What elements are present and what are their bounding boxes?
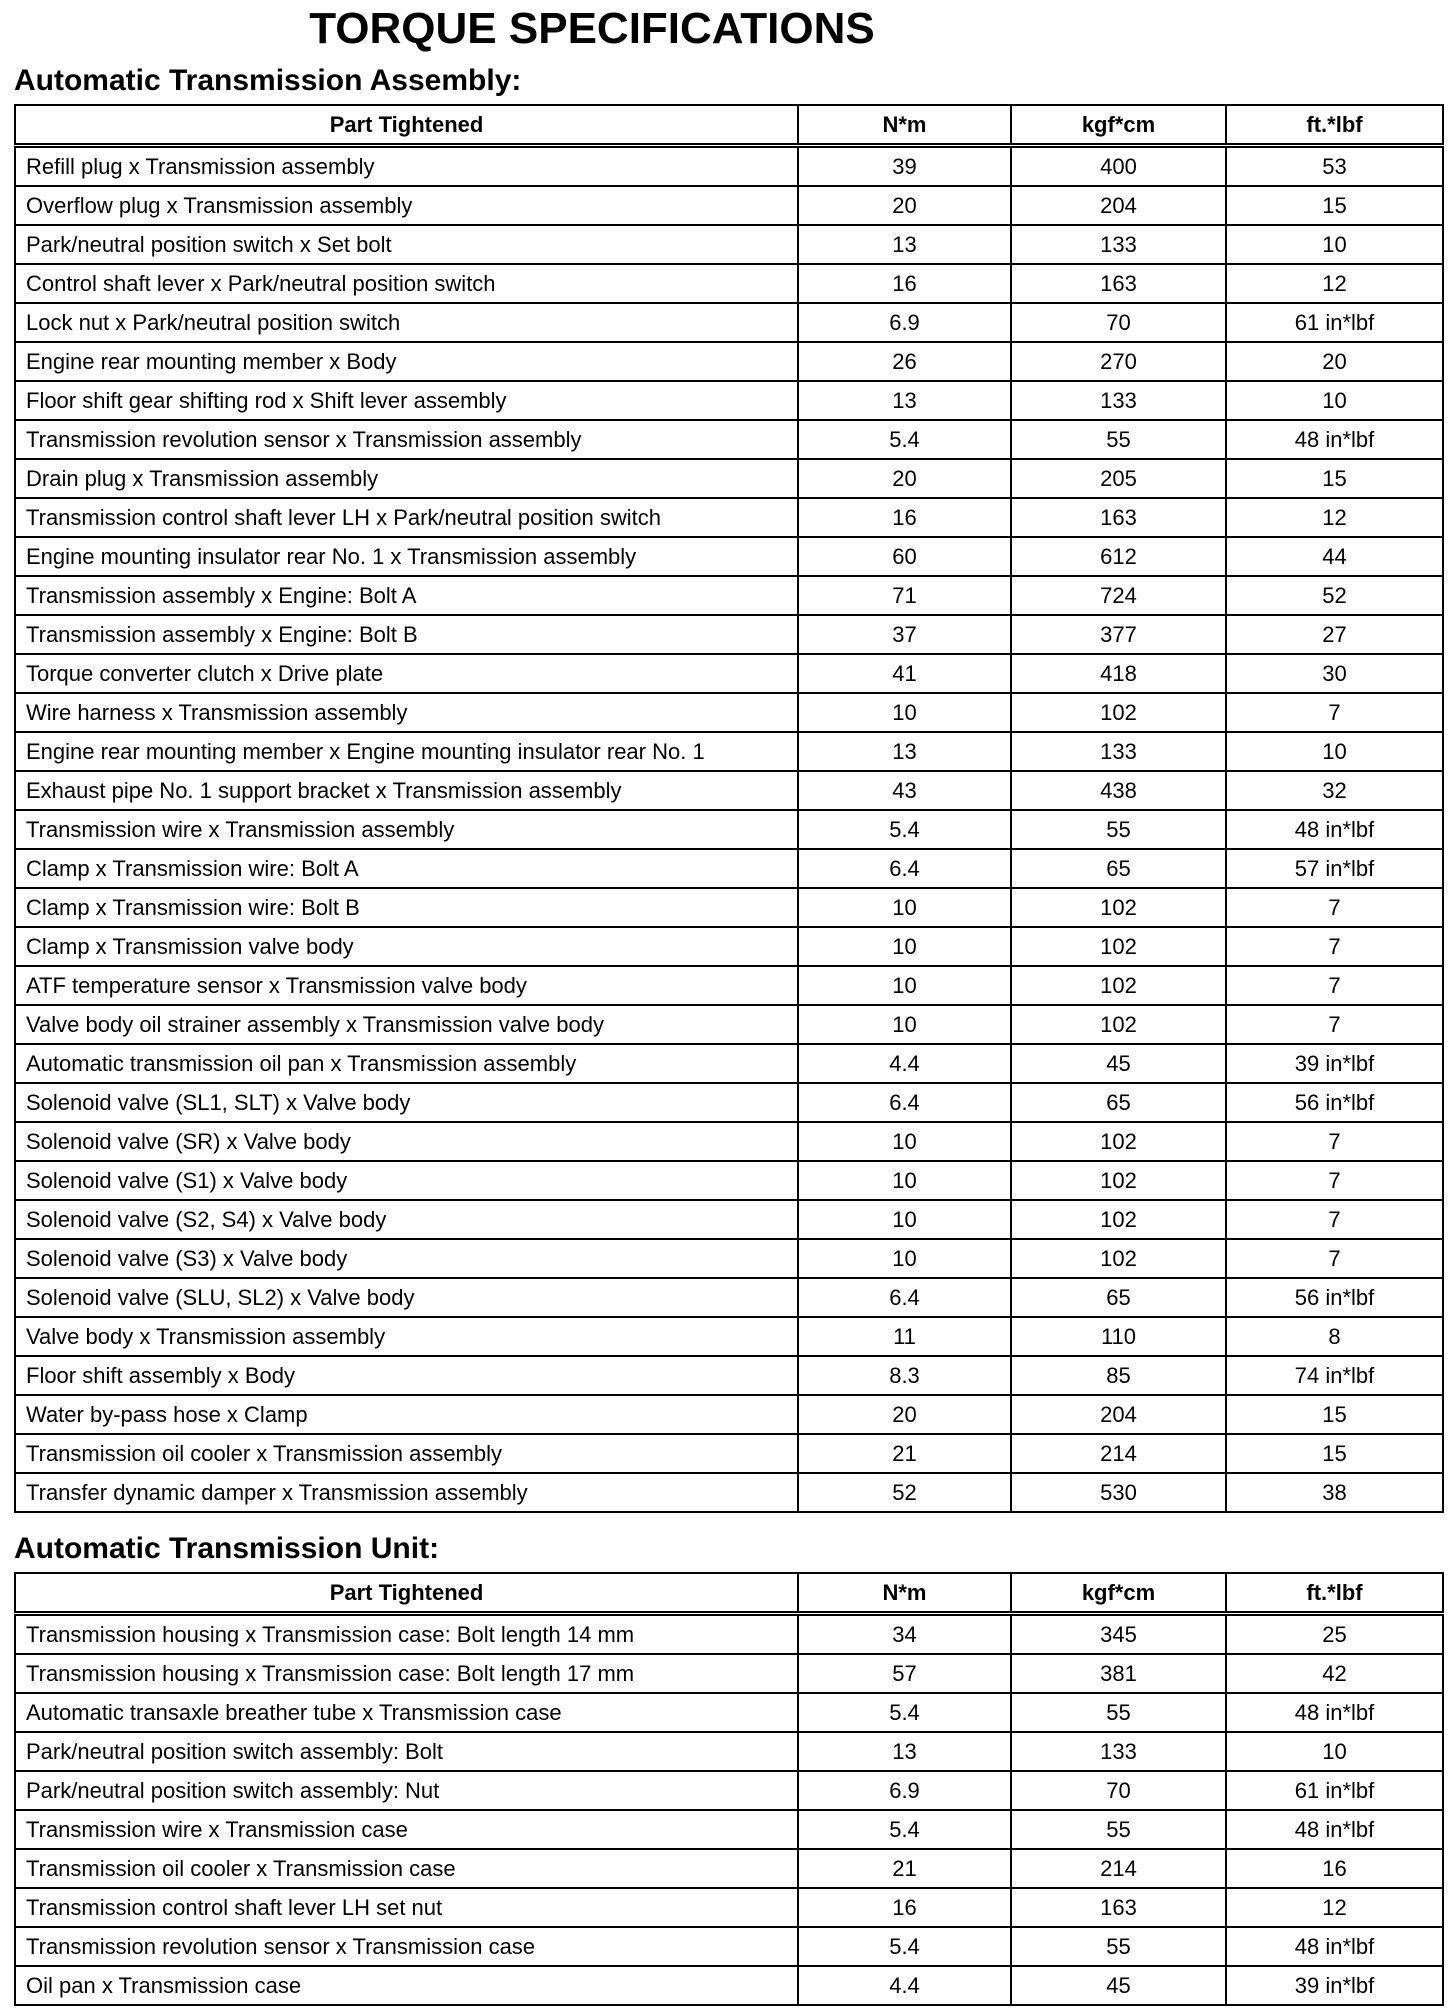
cell-ftlbf: 7: [1226, 1161, 1443, 1200]
table-row: [15, 1239, 1443, 1278]
cell-kgfcm: 133: [1011, 732, 1226, 771]
cell-kgfcm: 133: [1011, 225, 1226, 264]
cell-kgfcm: 102: [1011, 1122, 1226, 1161]
cell-kgfcm: 70: [1011, 303, 1226, 342]
cell-ftlbf: 12: [1226, 264, 1443, 303]
table-row: [15, 303, 1443, 342]
cell-kgfcm: 163: [1011, 1888, 1226, 1927]
cell-nm: 57: [798, 1654, 1011, 1693]
cell-part: Wire harness x Transmission assembly: [15, 693, 798, 732]
cell-kgfcm: 102: [1011, 927, 1226, 966]
cell-part: Transmission wire x Transmission case: [15, 1810, 798, 1849]
table-row: [15, 1473, 1443, 1512]
cell-ftlbf: 15: [1226, 186, 1443, 225]
cell-ftlbf: 32: [1226, 771, 1443, 810]
cell-nm: 20: [798, 1395, 1011, 1434]
table-row: [15, 654, 1443, 693]
cell-part: Transmission revolution sensor x Transmission assembly: [15, 420, 798, 459]
table-row: [15, 1888, 1443, 1927]
cell-part: Oil pan x Transmission case: [15, 1966, 798, 2005]
cell-ftlbf: 56 in*lbf: [1226, 1278, 1443, 1317]
table-row: [15, 381, 1443, 420]
table-row: [15, 810, 1443, 849]
cell-nm: 13: [798, 225, 1011, 264]
cell-nm: 37: [798, 615, 1011, 654]
cell-ftlbf: 20: [1226, 342, 1443, 381]
cell-ftlbf: 15: [1226, 459, 1443, 498]
column-header-nm: N*m: [798, 105, 1011, 146]
cell-part: Clamp x Transmission wire: Bolt A: [15, 849, 798, 888]
cell-part: Solenoid valve (SR) x Valve body: [15, 1122, 798, 1161]
page-title: TORQUE SPECIFICATIONS: [309, 4, 875, 53]
cell-kgfcm: 55: [1011, 810, 1226, 849]
table-row: [15, 342, 1443, 381]
cell-kgfcm: 381: [1011, 1654, 1226, 1693]
cell-ftlbf: 57 in*lbf: [1226, 849, 1443, 888]
cell-nm: 10: [798, 1005, 1011, 1044]
table-row: [15, 498, 1443, 537]
cell-ftlbf: 7: [1226, 1122, 1443, 1161]
cell-part: Transmission wire x Transmission assembly: [15, 810, 798, 849]
table-row: [15, 1278, 1443, 1317]
cell-part: Transmission control shaft lever LH set nut: [15, 1888, 798, 1927]
cell-kgfcm: 65: [1011, 1083, 1226, 1122]
cell-kgfcm: 65: [1011, 1278, 1226, 1317]
cell-nm: 6.4: [798, 1083, 1011, 1122]
cell-nm: 6.4: [798, 1278, 1011, 1317]
table-row: [15, 1395, 1443, 1434]
cell-nm: 10: [798, 888, 1011, 927]
cell-kgfcm: 400: [1011, 146, 1226, 187]
cell-ftlbf: 27: [1226, 615, 1443, 654]
table-row: [15, 459, 1443, 498]
cell-part: Clamp x Transmission valve body: [15, 927, 798, 966]
table-row: [15, 1044, 1443, 1083]
cell-nm: 16: [798, 498, 1011, 537]
cell-kgfcm: 377: [1011, 615, 1226, 654]
cell-nm: 20: [798, 459, 1011, 498]
cell-ftlbf: 53: [1226, 146, 1443, 187]
cell-nm: 13: [798, 732, 1011, 771]
cell-part: Park/neutral position switch assembly: Nut: [15, 1771, 798, 1810]
cell-ftlbf: 52: [1226, 576, 1443, 615]
cell-ftlbf: 30: [1226, 654, 1443, 693]
cell-nm: 52: [798, 1473, 1011, 1512]
cell-kgfcm: 530: [1011, 1473, 1226, 1512]
table-row: [15, 1927, 1443, 1966]
cell-nm: 41: [798, 654, 1011, 693]
cell-nm: 6.9: [798, 1771, 1011, 1810]
cell-nm: 4.4: [798, 1044, 1011, 1083]
cell-ftlbf: 39 in*lbf: [1226, 1044, 1443, 1083]
cell-nm: 71: [798, 576, 1011, 615]
cell-ftlbf: 39 in*lbf: [1226, 1966, 1443, 2005]
cell-nm: 13: [798, 1732, 1011, 1771]
cell-kgfcm: 70: [1011, 1771, 1226, 1810]
cell-part: Transmission housing x Transmission case: Bolt length 14 mm: [15, 1614, 798, 1655]
cell-part: Exhaust pipe No. 1 support bracket x Transmission assembly: [15, 771, 798, 810]
cell-nm: 5.4: [798, 420, 1011, 459]
cell-nm: 20: [798, 186, 1011, 225]
table-row: [15, 1966, 1443, 2005]
cell-ftlbf: 10: [1226, 732, 1443, 771]
cell-part: Engine mounting insulator rear No. 1 x Transmission assembly: [15, 537, 798, 576]
cell-part: Automatic transaxle breather tube x Transmission case: [15, 1693, 798, 1732]
cell-kgfcm: 65: [1011, 849, 1226, 888]
table-row: [15, 1161, 1443, 1200]
cell-part: Transmission revolution sensor x Transmission case: [15, 1927, 798, 1966]
cell-part: Transmission assembly x Engine: Bolt B: [15, 615, 798, 654]
column-header-kgfcm: kgf*cm: [1011, 1573, 1226, 1614]
cell-nm: 39: [798, 146, 1011, 187]
column-header-part: Part Tightened: [15, 105, 798, 146]
table-row: [15, 888, 1443, 927]
table-row: [15, 693, 1443, 732]
cell-part: Water by-pass hose x Clamp: [15, 1395, 798, 1434]
cell-part: Transmission control shaft lever LH x Park/neutral position switch: [15, 498, 798, 537]
table-row: [15, 146, 1443, 187]
cell-ftlbf: 7: [1226, 1200, 1443, 1239]
cell-part: Park/neutral position switch x Set bolt: [15, 225, 798, 264]
cell-ftlbf: 56 in*lbf: [1226, 1083, 1443, 1122]
cell-nm: 5.4: [798, 810, 1011, 849]
cell-part: Lock nut x Park/neutral position switch: [15, 303, 798, 342]
table-row: [15, 537, 1443, 576]
cell-ftlbf: 48 in*lbf: [1226, 1810, 1443, 1849]
cell-part: Floor shift gear shifting rod x Shift lever assembly: [15, 381, 798, 420]
cell-ftlbf: 44: [1226, 537, 1443, 576]
cell-nm: 10: [798, 1161, 1011, 1200]
table-row: [15, 615, 1443, 654]
cell-part: Transmission housing x Transmission case: Bolt length 17 mm: [15, 1654, 798, 1693]
cell-kgfcm: 45: [1011, 1966, 1226, 2005]
cell-ftlbf: 7: [1226, 693, 1443, 732]
table-row: [15, 1083, 1443, 1122]
table-row: [15, 1614, 1443, 1655]
table-header-row: [15, 1573, 1443, 1614]
cell-part: Transmission oil cooler x Transmission assembly: [15, 1434, 798, 1473]
cell-ftlbf: 8: [1226, 1317, 1443, 1356]
cell-kgfcm: 55: [1011, 1810, 1226, 1849]
cell-kgfcm: 612: [1011, 537, 1226, 576]
cell-ftlbf: 7: [1226, 927, 1443, 966]
cell-ftlbf: 42: [1226, 1654, 1443, 1693]
table-row: [15, 927, 1443, 966]
table-row: [15, 1356, 1443, 1395]
table-row: [15, 966, 1443, 1005]
cell-kgfcm: 133: [1011, 381, 1226, 420]
cell-ftlbf: 48 in*lbf: [1226, 1927, 1443, 1966]
cell-nm: 6.4: [798, 849, 1011, 888]
table-row: [15, 771, 1443, 810]
cell-nm: 5.4: [798, 1810, 1011, 1849]
table-row: [15, 225, 1443, 264]
cell-kgfcm: 214: [1011, 1434, 1226, 1473]
cell-nm: 10: [798, 927, 1011, 966]
cell-kgfcm: 55: [1011, 420, 1226, 459]
cell-ftlbf: 38: [1226, 1473, 1443, 1512]
table-row: [15, 1434, 1443, 1473]
cell-part: Refill plug x Transmission assembly: [15, 146, 798, 187]
cell-nm: 6.9: [798, 303, 1011, 342]
cell-part: Solenoid valve (S2, S4) x Valve body: [15, 1200, 798, 1239]
cell-ftlbf: 10: [1226, 225, 1443, 264]
cell-part: Automatic transmission oil pan x Transmission assembly: [15, 1044, 798, 1083]
table-row: [15, 1771, 1443, 1810]
cell-part: Solenoid valve (SL1, SLT) x Valve body: [15, 1083, 798, 1122]
cell-part: Torque converter clutch x Drive plate: [15, 654, 798, 693]
table-row: [15, 420, 1443, 459]
cell-part: ATF temperature sensor x Transmission valve body: [15, 966, 798, 1005]
cell-nm: 16: [798, 1888, 1011, 1927]
cell-kgfcm: 55: [1011, 1927, 1226, 1966]
cell-ftlbf: 12: [1226, 1888, 1443, 1927]
cell-part: Engine rear mounting member x Body: [15, 342, 798, 381]
torque-table-unit: [14, 1572, 1444, 2006]
cell-ftlbf: 7: [1226, 1005, 1443, 1044]
cell-nm: 21: [798, 1434, 1011, 1473]
cell-kgfcm: 418: [1011, 654, 1226, 693]
cell-part: Solenoid valve (SLU, SL2) x Valve body: [15, 1278, 798, 1317]
cell-part: Floor shift assembly x Body: [15, 1356, 798, 1395]
cell-ftlbf: 10: [1226, 381, 1443, 420]
table-row: [15, 1122, 1443, 1161]
table-header-row: [15, 105, 1443, 146]
table-body: [15, 146, 1443, 1513]
cell-kgfcm: 102: [1011, 966, 1226, 1005]
cell-kgfcm: 102: [1011, 1239, 1226, 1278]
cell-kgfcm: 102: [1011, 1200, 1226, 1239]
table-row: [15, 186, 1443, 225]
cell-ftlbf: 25: [1226, 1614, 1443, 1655]
cell-ftlbf: 12: [1226, 498, 1443, 537]
cell-nm: 26: [798, 342, 1011, 381]
cell-ftlbf: 48 in*lbf: [1226, 810, 1443, 849]
cell-part: Valve body oil strainer assembly x Transmission valve body: [15, 1005, 798, 1044]
table-row: [15, 1849, 1443, 1888]
column-header-part: Part Tightened: [15, 1573, 798, 1614]
table-row: [15, 1732, 1443, 1771]
cell-kgfcm: 163: [1011, 498, 1226, 537]
table-row: [15, 1810, 1443, 1849]
cell-kgfcm: 205: [1011, 459, 1226, 498]
cell-kgfcm: 102: [1011, 693, 1226, 732]
cell-kgfcm: 85: [1011, 1356, 1226, 1395]
section-title-unit: Automatic Transmission Unit:: [14, 1532, 440, 1565]
cell-kgfcm: 102: [1011, 1161, 1226, 1200]
cell-ftlbf: 48 in*lbf: [1226, 420, 1443, 459]
cell-nm: 11: [798, 1317, 1011, 1356]
cell-nm: 10: [798, 1200, 1011, 1239]
cell-ftlbf: 48 in*lbf: [1226, 1693, 1443, 1732]
cell-kgfcm: 45: [1011, 1044, 1226, 1083]
column-header-ftlbf: ft.*lbf: [1226, 1573, 1443, 1614]
cell-ftlbf: 7: [1226, 966, 1443, 1005]
table-row: [15, 849, 1443, 888]
table-row: [15, 1005, 1443, 1044]
cell-kgfcm: 102: [1011, 888, 1226, 927]
cell-nm: 60: [798, 537, 1011, 576]
table-row: [15, 1654, 1443, 1693]
table-row: [15, 576, 1443, 615]
cell-ftlbf: 7: [1226, 1239, 1443, 1278]
cell-part: Drain plug x Transmission assembly: [15, 459, 798, 498]
cell-part: Park/neutral position switch assembly: Bolt: [15, 1732, 798, 1771]
cell-part: Solenoid valve (S1) x Valve body: [15, 1161, 798, 1200]
column-header-kgfcm: kgf*cm: [1011, 105, 1226, 146]
table-row: [15, 264, 1443, 303]
cell-ftlbf: 7: [1226, 888, 1443, 927]
cell-kgfcm: 110: [1011, 1317, 1226, 1356]
cell-kgfcm: 724: [1011, 576, 1226, 615]
cell-kgfcm: 438: [1011, 771, 1226, 810]
cell-nm: 13: [798, 381, 1011, 420]
cell-kgfcm: 102: [1011, 1005, 1226, 1044]
cell-nm: 4.4: [798, 1966, 1011, 2005]
cell-ftlbf: 15: [1226, 1395, 1443, 1434]
cell-ftlbf: 61 in*lbf: [1226, 1771, 1443, 1810]
cell-nm: 16: [798, 264, 1011, 303]
cell-part: Solenoid valve (S3) x Valve body: [15, 1239, 798, 1278]
cell-kgfcm: 204: [1011, 1395, 1226, 1434]
cell-nm: 21: [798, 1849, 1011, 1888]
cell-part: Control shaft lever x Park/neutral position switch: [15, 264, 798, 303]
cell-nm: 10: [798, 966, 1011, 1005]
cell-ftlbf: 74 in*lbf: [1226, 1356, 1443, 1395]
torque-table-assembly: [14, 104, 1444, 1513]
cell-part: Engine rear mounting member x Engine mounting insulator rear No. 1: [15, 732, 798, 771]
cell-part: Transfer dynamic damper x Transmission assembly: [15, 1473, 798, 1512]
cell-part: Valve body x Transmission assembly: [15, 1317, 798, 1356]
cell-kgfcm: 133: [1011, 1732, 1226, 1771]
cell-kgfcm: 214: [1011, 1849, 1226, 1888]
column-header-ftlbf: ft.*lbf: [1226, 105, 1443, 146]
table-row: [15, 732, 1443, 771]
cell-ftlbf: 61 in*lbf: [1226, 303, 1443, 342]
table-body: [15, 1614, 1443, 2006]
cell-ftlbf: 10: [1226, 1732, 1443, 1771]
table-row: [15, 1317, 1443, 1356]
cell-nm: 8.3: [798, 1356, 1011, 1395]
cell-nm: 10: [798, 693, 1011, 732]
cell-part: Overflow plug x Transmission assembly: [15, 186, 798, 225]
cell-part: Clamp x Transmission wire: Bolt B: [15, 888, 798, 927]
cell-kgfcm: 204: [1011, 186, 1226, 225]
cell-kgfcm: 345: [1011, 1614, 1226, 1655]
cell-kgfcm: 55: [1011, 1693, 1226, 1732]
column-header-nm: N*m: [798, 1573, 1011, 1614]
cell-ftlbf: 16: [1226, 1849, 1443, 1888]
table-row: [15, 1200, 1443, 1239]
cell-ftlbf: 15: [1226, 1434, 1443, 1473]
cell-nm: 5.4: [798, 1927, 1011, 1966]
table-row: [15, 1693, 1443, 1732]
cell-part: Transmission oil cooler x Transmission case: [15, 1849, 798, 1888]
cell-nm: 43: [798, 771, 1011, 810]
section-title-assembly: Automatic Transmission Assembly:: [14, 64, 522, 97]
cell-kgfcm: 270: [1011, 342, 1226, 381]
cell-kgfcm: 163: [1011, 264, 1226, 303]
cell-nm: 10: [798, 1122, 1011, 1161]
cell-nm: 5.4: [798, 1693, 1011, 1732]
cell-nm: 10: [798, 1239, 1011, 1278]
cell-nm: 34: [798, 1614, 1011, 1655]
cell-part: Transmission assembly x Engine: Bolt A: [15, 576, 798, 615]
